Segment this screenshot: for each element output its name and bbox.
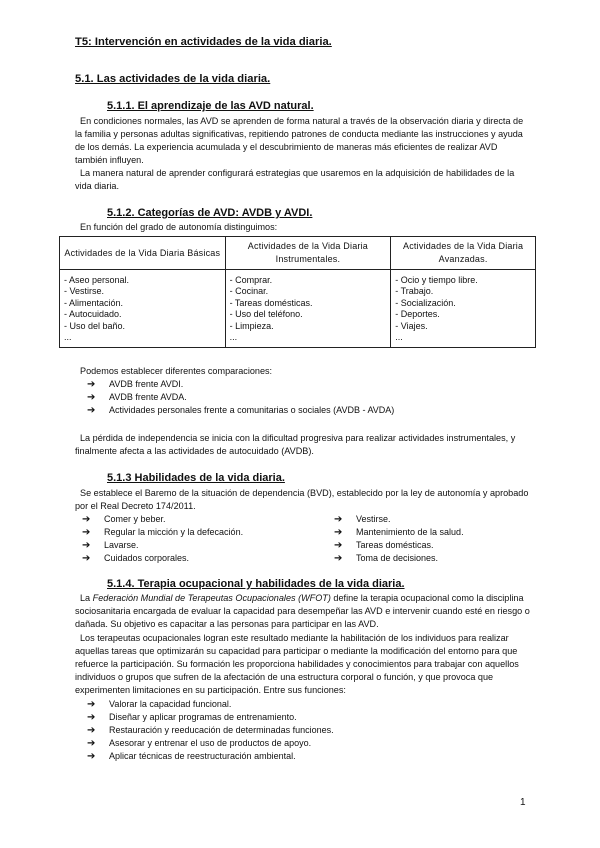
comparisons-list <box>80 378 394 417</box>
arrow-icon: ➔ <box>87 751 96 762</box>
list-item: ➔ Restauración y reeducación de determinadas funciones. <box>87 725 334 736</box>
list-item: ➔ Comer y beber. <box>82 514 166 525</box>
arrow-icon: ➔ <box>82 553 91 564</box>
arrow-icon: ➔ <box>87 725 96 736</box>
table-row <box>60 270 536 348</box>
list-item: ➔ Valorar la capacidad funcional. <box>87 699 232 710</box>
table-cell-avanzadas <box>391 270 536 348</box>
list-item: ➔ Actividades personales frente a comunitarias o sociales (AVDB - AVDA) <box>87 405 395 416</box>
arrow-icon: ➔ <box>334 514 343 525</box>
list-item: - Socialización. <box>395 297 456 308</box>
arrow-icon: ➔ <box>87 392 96 403</box>
list-item: - Aseo personal. <box>64 275 130 285</box>
list-item: - Tareas domésticas. <box>229 297 313 308</box>
list-item: ... <box>229 332 238 343</box>
table-header-avanzadas: Actividades de la Vida Diaria Avanzadas. <box>391 237 536 270</box>
wfot-emphasis: Federación Mundial de Terapeutas Ocupacionales (WFOT) <box>92 593 331 603</box>
habilidades-list-right <box>327 513 464 565</box>
paragraph-perdida-independencia: La pérdida de independencia se inicia con la dificultad progresiva para realizar actividades instrumentales, y finalmente afecta a las actividades de autocuidado (AVDB). <box>75 433 516 456</box>
list-item: - Ocio y tiempo libre. <box>395 275 478 285</box>
list-item: ➔ Toma de decisiones. <box>334 553 439 564</box>
list-item: ... <box>64 332 72 343</box>
table-header-basicas: Actividades de la Vida Diaria Básicas <box>60 237 226 270</box>
list-item: - Alimentación. <box>64 297 124 308</box>
paragraph-manera-natural: La manera natural de aprender configurará estrategias que usaremos en la adquisición de habilidades de la vida diaria. <box>75 168 515 191</box>
table-header-instrumentales: Actividades de la Vida Diaria Instrumentales. <box>225 237 391 270</box>
arrow-icon: ➔ <box>334 527 343 538</box>
paragraph-aprendizaje: En condiciones normales, las AVD se aprenden de forma natural a través de la observación diaria y directa de la familia y personas adultas significativas, repitiendo patrones de conducta mediante las instrucciones y ayuda de los demás. La experiencia acumulada y el descubrimiento de maneras más eficientes de realizar AVD también influyen. <box>75 116 524 165</box>
heading-5-1-4: 5.1.4. Terapia ocupacional y habilidades de la vida diaria. <box>107 578 405 590</box>
list-item: - Uso del teléfono. <box>229 309 303 320</box>
arrow-icon: ➔ <box>87 405 96 416</box>
heading-5-1-1: 5.1.1. El aprendizaje de las AVD natural. <box>107 100 314 112</box>
list-item: - Trabajo. <box>395 286 434 297</box>
list-item: ➔ AVDB frente AVDA. <box>87 392 187 403</box>
list-item: ➔ Lavarse. <box>82 540 139 551</box>
list-item: ➔ Tareas domésticas. <box>334 540 434 551</box>
list-item: - Viajes. <box>395 320 428 331</box>
list-item: ➔ Aplicar técnicas de reestructuración ambiental. <box>87 751 296 762</box>
document-title: T5: Intervención en actividades de la vida diaria. <box>75 36 332 48</box>
list-item: ➔ Vestirse. <box>334 514 391 525</box>
arrow-icon: ➔ <box>334 540 343 551</box>
heading-5-1-2: 5.1.2. Categorías de AVD: AVDB y AVDI. <box>107 207 313 219</box>
list-item: ➔ AVDB frente AVDI. <box>87 379 184 390</box>
table-cell-basicas <box>60 270 226 348</box>
table-cell-instrumentales <box>225 270 391 348</box>
arrow-icon: ➔ <box>82 514 91 525</box>
avd-categories-table <box>59 236 536 348</box>
list-item: ➔ Cuidados corporales. <box>82 553 190 564</box>
list-item: - Comprar. <box>229 275 273 285</box>
list-item: ... <box>395 332 403 343</box>
arrow-icon: ➔ <box>82 527 91 538</box>
arrow-icon: ➔ <box>87 699 96 710</box>
funciones-list <box>80 698 334 763</box>
table-header-row <box>60 237 536 270</box>
page-number: 1 <box>520 797 526 808</box>
list-item: - Vestirse. <box>64 286 105 297</box>
list-item: ➔ Asesorar y entrenar el uso de productos de apoyo. <box>87 738 312 749</box>
arrow-icon: ➔ <box>87 379 96 390</box>
paragraph-terapeutas: Los terapeutas ocupacionales logran este resultado mediante la habilitación de los individuos para realizar aquellas tareas que optimizarán su capacidad para participar o mediante la modificación del entorno para que refuerce la participación. Su formación les proporciona habilidades y conocimientos para trabajar con aquellos individuos o grupos que sufren de la afectación de una estructura corporal o función, y que provoca que experimenten limitaciones en su participación. Entre sus funciones: <box>75 633 519 695</box>
paragraph-comparaciones: Podemos establecer diferentes comparaciones: <box>80 366 273 376</box>
arrow-icon: ➔ <box>87 712 96 723</box>
list-item: ➔ Regular la micción y la defecación. <box>82 527 244 538</box>
list-item: - Deportes. <box>395 309 440 320</box>
section-heading-5-1: 5.1. Las actividades de la vida diaria. <box>75 73 271 85</box>
list-item: - Uso del baño. <box>64 320 126 331</box>
list-item: - Autocuidado. <box>64 309 122 320</box>
arrow-icon: ➔ <box>334 553 343 564</box>
paragraph-wfot: La Federación Mundial de Terapeutas Ocupacionales (WFOT) define la terapia ocupacional como la disciplina sociosanitaria encargada de evaluar la capacidad para desempeñar las AVD e intervenir cuando esté en riesgo o dañada. Su objetivo es capacitar a las personas para participar en las AVD. <box>75 593 530 629</box>
paragraph-baremo: Se establece el Baremo de la situación de dependencia (BVD), establecido por la ley de autonomía y aprobado por el Real Decreto 174/2011. <box>75 488 529 511</box>
list-item: ➔ Mantenimiento de la salud. <box>334 527 464 538</box>
heading-5-1-3: 5.1.3 Habilidades de la vida diaria. <box>107 472 285 484</box>
list-item: - Limpieza. <box>229 320 274 331</box>
list-item: ➔ Diseñar y aplicar programas de entrenamiento. <box>87 712 297 723</box>
list-item: - Cocinar. <box>229 286 269 297</box>
habilidades-list-left <box>75 513 243 565</box>
paragraph-grado-autonomia: En función del grado de autonomía distinguimos: <box>80 222 278 232</box>
arrow-icon: ➔ <box>82 540 91 551</box>
arrow-icon: ➔ <box>87 738 96 749</box>
